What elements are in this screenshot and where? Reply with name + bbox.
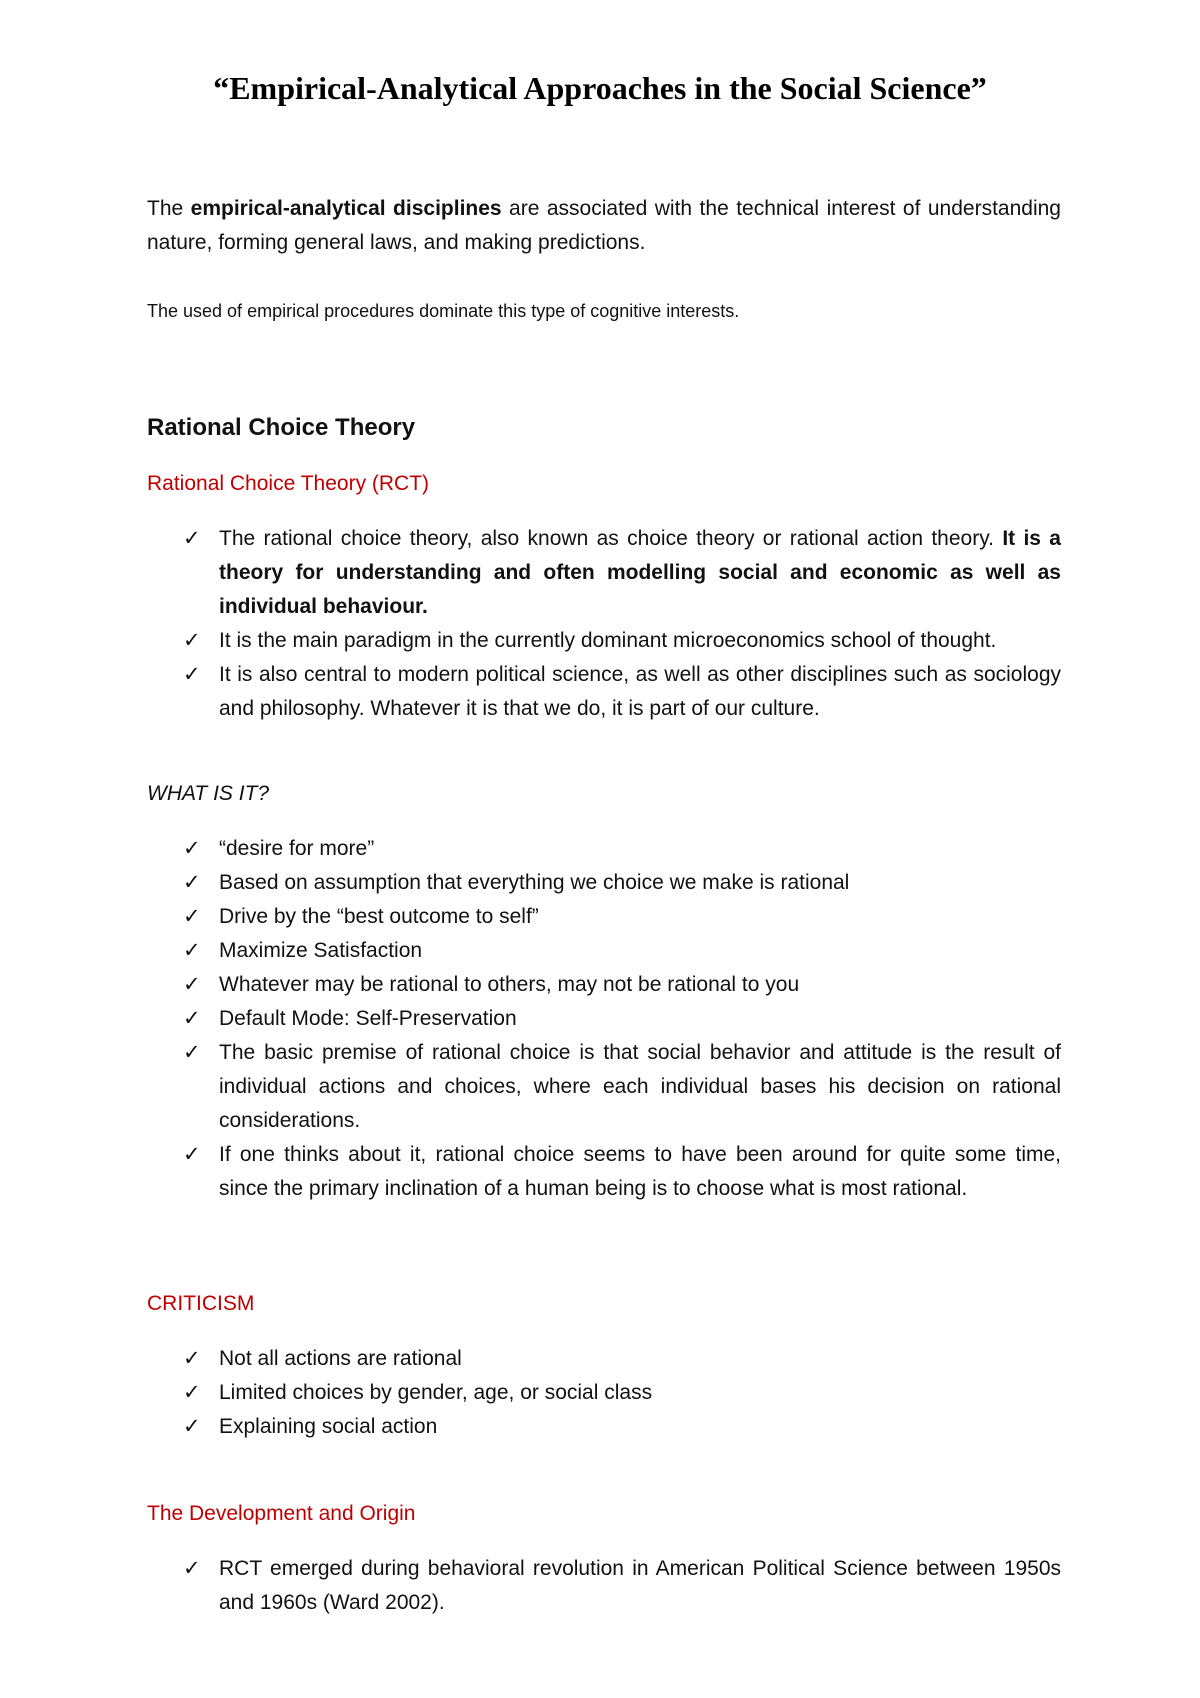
check-icon: ✓ <box>183 527 201 550</box>
list-item <box>147 1138 1061 1206</box>
list-item-text: RCT emerged during behavioral revolution in American Political Science between 1950s and 1960s (Ward 2002). <box>219 1557 1061 1614</box>
check-icon: ✓ <box>183 1143 201 1166</box>
rct-list <box>147 522 1061 726</box>
development-list <box>147 1552 1061 1620</box>
check-icon: ✓ <box>183 1347 201 1370</box>
list-item-text: Explaining social action <box>219 1415 438 1438</box>
list-item <box>147 1552 1061 1620</box>
check-icon: ✓ <box>183 1007 201 1030</box>
intro-bold-term: empirical-analytical disciplines <box>190 197 502 220</box>
rct-item-2-text: It is the main paradigm in the currently dominant microeconomics school of thought. <box>219 629 997 652</box>
list-item <box>147 1410 1061 1444</box>
list-item-text: If one thinks about it, rational choice seems to have been around for quite some time, since the primary inclination of a human being is to choose what is most rational. <box>219 1143 1061 1200</box>
list-item <box>147 658 1061 726</box>
list-item <box>147 832 1061 866</box>
document-title: “Empirical-Analytical Approaches in the Social Science” <box>213 70 987 106</box>
criticism-list <box>147 1342 1061 1444</box>
check-icon: ✓ <box>183 1557 201 1580</box>
rct-item-1-bold: It is a theory for understanding and often modelling social and economic as well as individual behaviour. <box>219 527 1061 618</box>
list-item-text: “desire for more” <box>219 837 375 860</box>
check-icon: ✓ <box>183 1381 201 1404</box>
check-icon: ✓ <box>183 629 201 652</box>
list-item-text: Drive by the “best outcome to self” <box>219 905 539 928</box>
list-item <box>147 1376 1061 1410</box>
check-icon: ✓ <box>183 871 201 894</box>
list-item-text: Whatever may be rational to others, may not be rational to you <box>219 973 800 996</box>
list-item <box>147 624 1061 658</box>
list-item-text: Default Mode: Self-Preservation <box>219 1007 517 1030</box>
intro-note: The used of empirical procedures dominate this type of cognitive interests. <box>147 301 740 321</box>
check-icon: ✓ <box>183 1415 201 1438</box>
what-is-it-list <box>147 832 1061 1206</box>
list-item <box>147 866 1061 900</box>
list-item <box>147 1036 1061 1138</box>
list-item <box>147 900 1061 934</box>
what-is-it-heading: WHAT IS IT? <box>147 782 270 805</box>
section-heading: Rational Choice Theory <box>147 414 416 441</box>
criticism-heading: CRITICISM <box>147 1292 255 1315</box>
list-item-text: Based on assumption that everything we choice we make is rational <box>219 871 850 894</box>
check-icon: ✓ <box>183 905 201 928</box>
rct-heading: Rational Choice Theory (RCT) <box>147 472 430 495</box>
check-icon: ✓ <box>183 837 201 860</box>
list-item <box>147 522 1061 624</box>
check-icon: ✓ <box>183 663 201 686</box>
list-item-text: Limited choices by gender, age, or social class <box>219 1381 653 1404</box>
intro-paragraph <box>147 192 1061 260</box>
intro-text-start: The <box>147 197 191 220</box>
intro-text-end: are associated with the technical interest of understanding nature, forming general laws, and making predictions. <box>147 197 1061 254</box>
list-item <box>147 968 1061 1002</box>
check-icon: ✓ <box>183 1041 201 1064</box>
check-icon: ✓ <box>183 939 201 962</box>
list-item <box>147 1002 1061 1036</box>
list-item-text: The basic premise of rational choice is that social behavior and attitude is the result of individual actions and choices, where each individual bases his decision on rational considerations. <box>219 1041 1061 1132</box>
list-item-text: Maximize Satisfaction <box>219 939 423 962</box>
list-item-text: Not all actions are rational <box>219 1347 462 1370</box>
development-heading: The Development and Origin <box>147 1502 416 1525</box>
list-item <box>147 934 1061 968</box>
rct-item-3-text: It is also central to modern political science, as well as other disciplines such as sociology and philosophy. Whatever it is that we do, it is part of our culture. <box>219 663 1061 720</box>
rct-item-1-text: The rational choice theory, also known as choice theory or rational action theory. <box>219 527 1003 550</box>
list-item <box>147 1342 1061 1376</box>
check-icon: ✓ <box>183 973 201 996</box>
